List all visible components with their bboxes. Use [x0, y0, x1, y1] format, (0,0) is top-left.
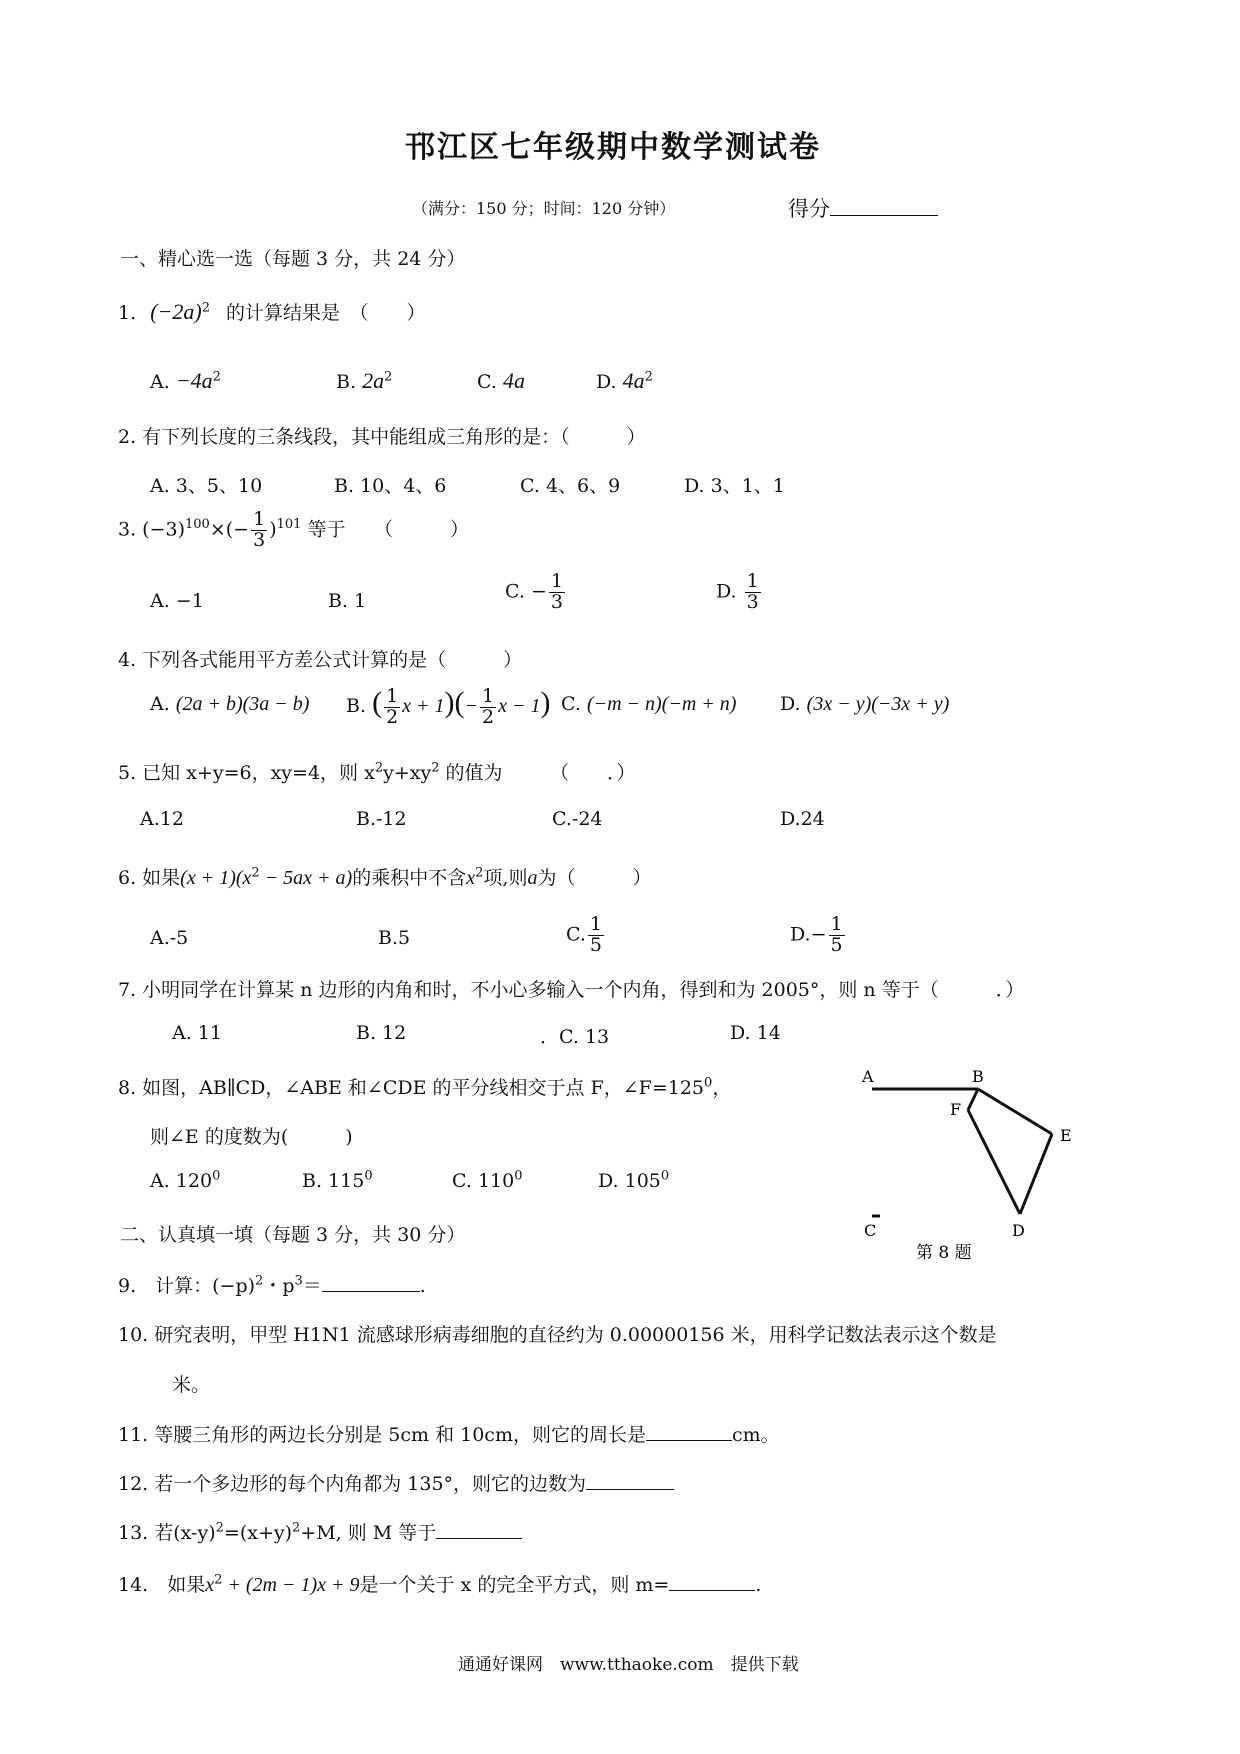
q3-option-b[interactable]: B. 1 [328, 590, 367, 612]
q8-option-a[interactable]: A. $120^0$ [150, 1168, 221, 1192]
label-f: F [950, 1100, 962, 1119]
q5-option-a[interactable]: A.12 [140, 808, 184, 830]
q8-figure [850, 1060, 1090, 1260]
q1-text: 的计算结果是 （ ） [226, 302, 426, 324]
q4-option-d[interactable]: D. (3x − y)(−3x + y) [780, 693, 950, 715]
label-c: C [864, 1221, 877, 1240]
q1-option-c[interactable]: C. 4a [477, 368, 525, 393]
score-label: 得分 [788, 197, 830, 221]
q7-option-b[interactable]: B. 12 [356, 1022, 407, 1044]
segment-ed [1020, 1134, 1052, 1214]
q1-expression: (−2a) [150, 299, 202, 324]
segment-bf [968, 1089, 978, 1110]
q6-option-d[interactable]: D.− $\frac{1}{5}$ [790, 913, 843, 956]
question-11: 11. 等腰三角形的两边长分别是 5cm 和 10cm，则它的周长是 cm。 [118, 1424, 780, 1446]
q8-option-c[interactable]: C. $110^0$ [452, 1168, 523, 1192]
q3-option-c[interactable]: C. − $\frac{1}{3}$ [505, 570, 563, 613]
q2-option-c[interactable]: C. 4、6、9 [520, 475, 621, 497]
q7-option-d[interactable]: D. 14 [730, 1022, 781, 1044]
question-8: 8. 如图，AB∥CD，∠ABE 和∠CDE 的平分线相交于点 F，$\angle F=125^0$， [118, 1075, 732, 1099]
q8-option-d[interactable]: D. $105^0$ [598, 1168, 670, 1192]
question-10: 10. 研究表明，甲型 H1N1 流感球形病毒细胞的直径约为 0.00000156 米，用科学记数法表示这个数是 [118, 1324, 997, 1346]
q7-option-a[interactable]: A. 11 [172, 1022, 222, 1044]
q14-blank[interactable] [669, 1590, 755, 1591]
segment-fd [968, 1110, 1020, 1214]
question-5: 5. 已知 x+y=6，xy=4，则 $x^2y+xy^2$ 的值为 （ ．） [118, 760, 636, 784]
q5-option-b[interactable]: B.-12 [356, 808, 407, 830]
q4-option-c[interactable]: C. (−m − n)(−m + n) [561, 693, 737, 715]
q11-blank[interactable] [646, 1440, 732, 1441]
segment-be [978, 1089, 1052, 1134]
footer-source: 通通好课网 www.tthaoke.com 提供下载 [458, 1655, 799, 1675]
section-1-heading: 一、精心选一选（每题 3 分，共 24 分） [120, 248, 466, 270]
q1-number: 1. [118, 302, 137, 324]
score-field [788, 193, 938, 223]
question-9: 9. 计算：$(-p)^2$・$p^3=$ . [118, 1273, 426, 1297]
q2-option-a[interactable]: A. 3、5、10 [150, 475, 263, 497]
score-blank[interactable] [830, 215, 938, 216]
q1-option-a[interactable]: A. $-4a^2$ [150, 368, 221, 393]
q8-option-b[interactable]: B. $115^0$ [302, 1168, 373, 1192]
q1-option-b[interactable]: B. $2a^2$ [336, 368, 393, 393]
question-12: 12. 若一个多边形的每个内角都为 135°，则它的边数为 [118, 1469, 674, 1496]
question-7: 7. 小明同学在计算某 n 边形的内角和时，不小心多输入一个内角，得到和为 2005°，则 n 等于（ ．） [118, 979, 1025, 1001]
q7-option-c[interactable]: ．C. 13 [540, 1026, 610, 1048]
q4-option-b[interactable]: B. ( $\frac{1}{2}$ x + 1)(− $\frac{1}{2}$ x − 1) [346, 684, 551, 728]
q4-option-a[interactable]: A. (2a + b)(3a − b) [150, 693, 310, 715]
question-10-line2: 米。 [172, 1374, 211, 1396]
q5-option-c[interactable]: C.-24 [552, 808, 603, 830]
q3-option-a[interactable]: A. −1 [150, 590, 204, 612]
exam-meta: （满分：150 分；时间：120 分钟） [412, 199, 676, 218]
question-3: 3. $(-3)^{100}\times(-$ $\frac{1}{3}$ )$^{101}$ 等于 （ ） [118, 508, 470, 551]
question-2: 2. 有下列长度的三条线段，其中能组成三角形的是：（ ） [118, 426, 646, 448]
q1-option-d[interactable]: D. $4a^2$ [596, 368, 653, 393]
label-e: E [1060, 1126, 1072, 1145]
label-a: A [862, 1067, 874, 1086]
label-d: D [1012, 1221, 1025, 1240]
question-1 [118, 298, 426, 325]
q3-option-d[interactable]: D. $\frac{1}{3}$ [716, 570, 759, 613]
q12-blank[interactable] [586, 1489, 674, 1490]
q9-blank[interactable] [322, 1291, 420, 1292]
question-4: 4. 下列各式能用平方差公式计算的是（ ） [118, 649, 523, 671]
q6-option-c[interactable]: C. $\frac{1}{5}$ [566, 913, 602, 956]
q5-option-d[interactable]: D.24 [780, 808, 825, 830]
page-title: 邗江区七年级期中数学测试卷 [405, 130, 821, 165]
figure-caption: 第 8 题 [916, 1243, 972, 1260]
q2-option-b[interactable]: B. 10、4、6 [334, 475, 447, 497]
q6-option-a[interactable]: A.-5 [150, 927, 189, 949]
section-2-heading: 二、认真填一填（每题 3 分，共 30 分） [120, 1224, 466, 1246]
q13-blank[interactable] [436, 1538, 522, 1539]
question-8-line2: 则∠E 的度数为( ) [150, 1126, 353, 1148]
q1-exponent: 2 [201, 300, 210, 316]
label-b: B [972, 1067, 984, 1086]
question-6: 6. 如果$(x + 1)(x^2 - 5ax + a)$的乘积中不含$x^2$项,则a为（ ） [118, 865, 652, 889]
question-13: 13. 若$(x-y)^2=(x+y)^2+M$, 则 M 等于 [118, 1518, 522, 1545]
question-14: 14. 如果$x^2 + (2m - 1)x + 9$是一个关于 x 的完全平方式，则 m= . [118, 1572, 762, 1596]
q2-option-d[interactable]: D. 3、1、1 [684, 475, 785, 497]
q6-option-b[interactable]: B.5 [378, 927, 411, 949]
